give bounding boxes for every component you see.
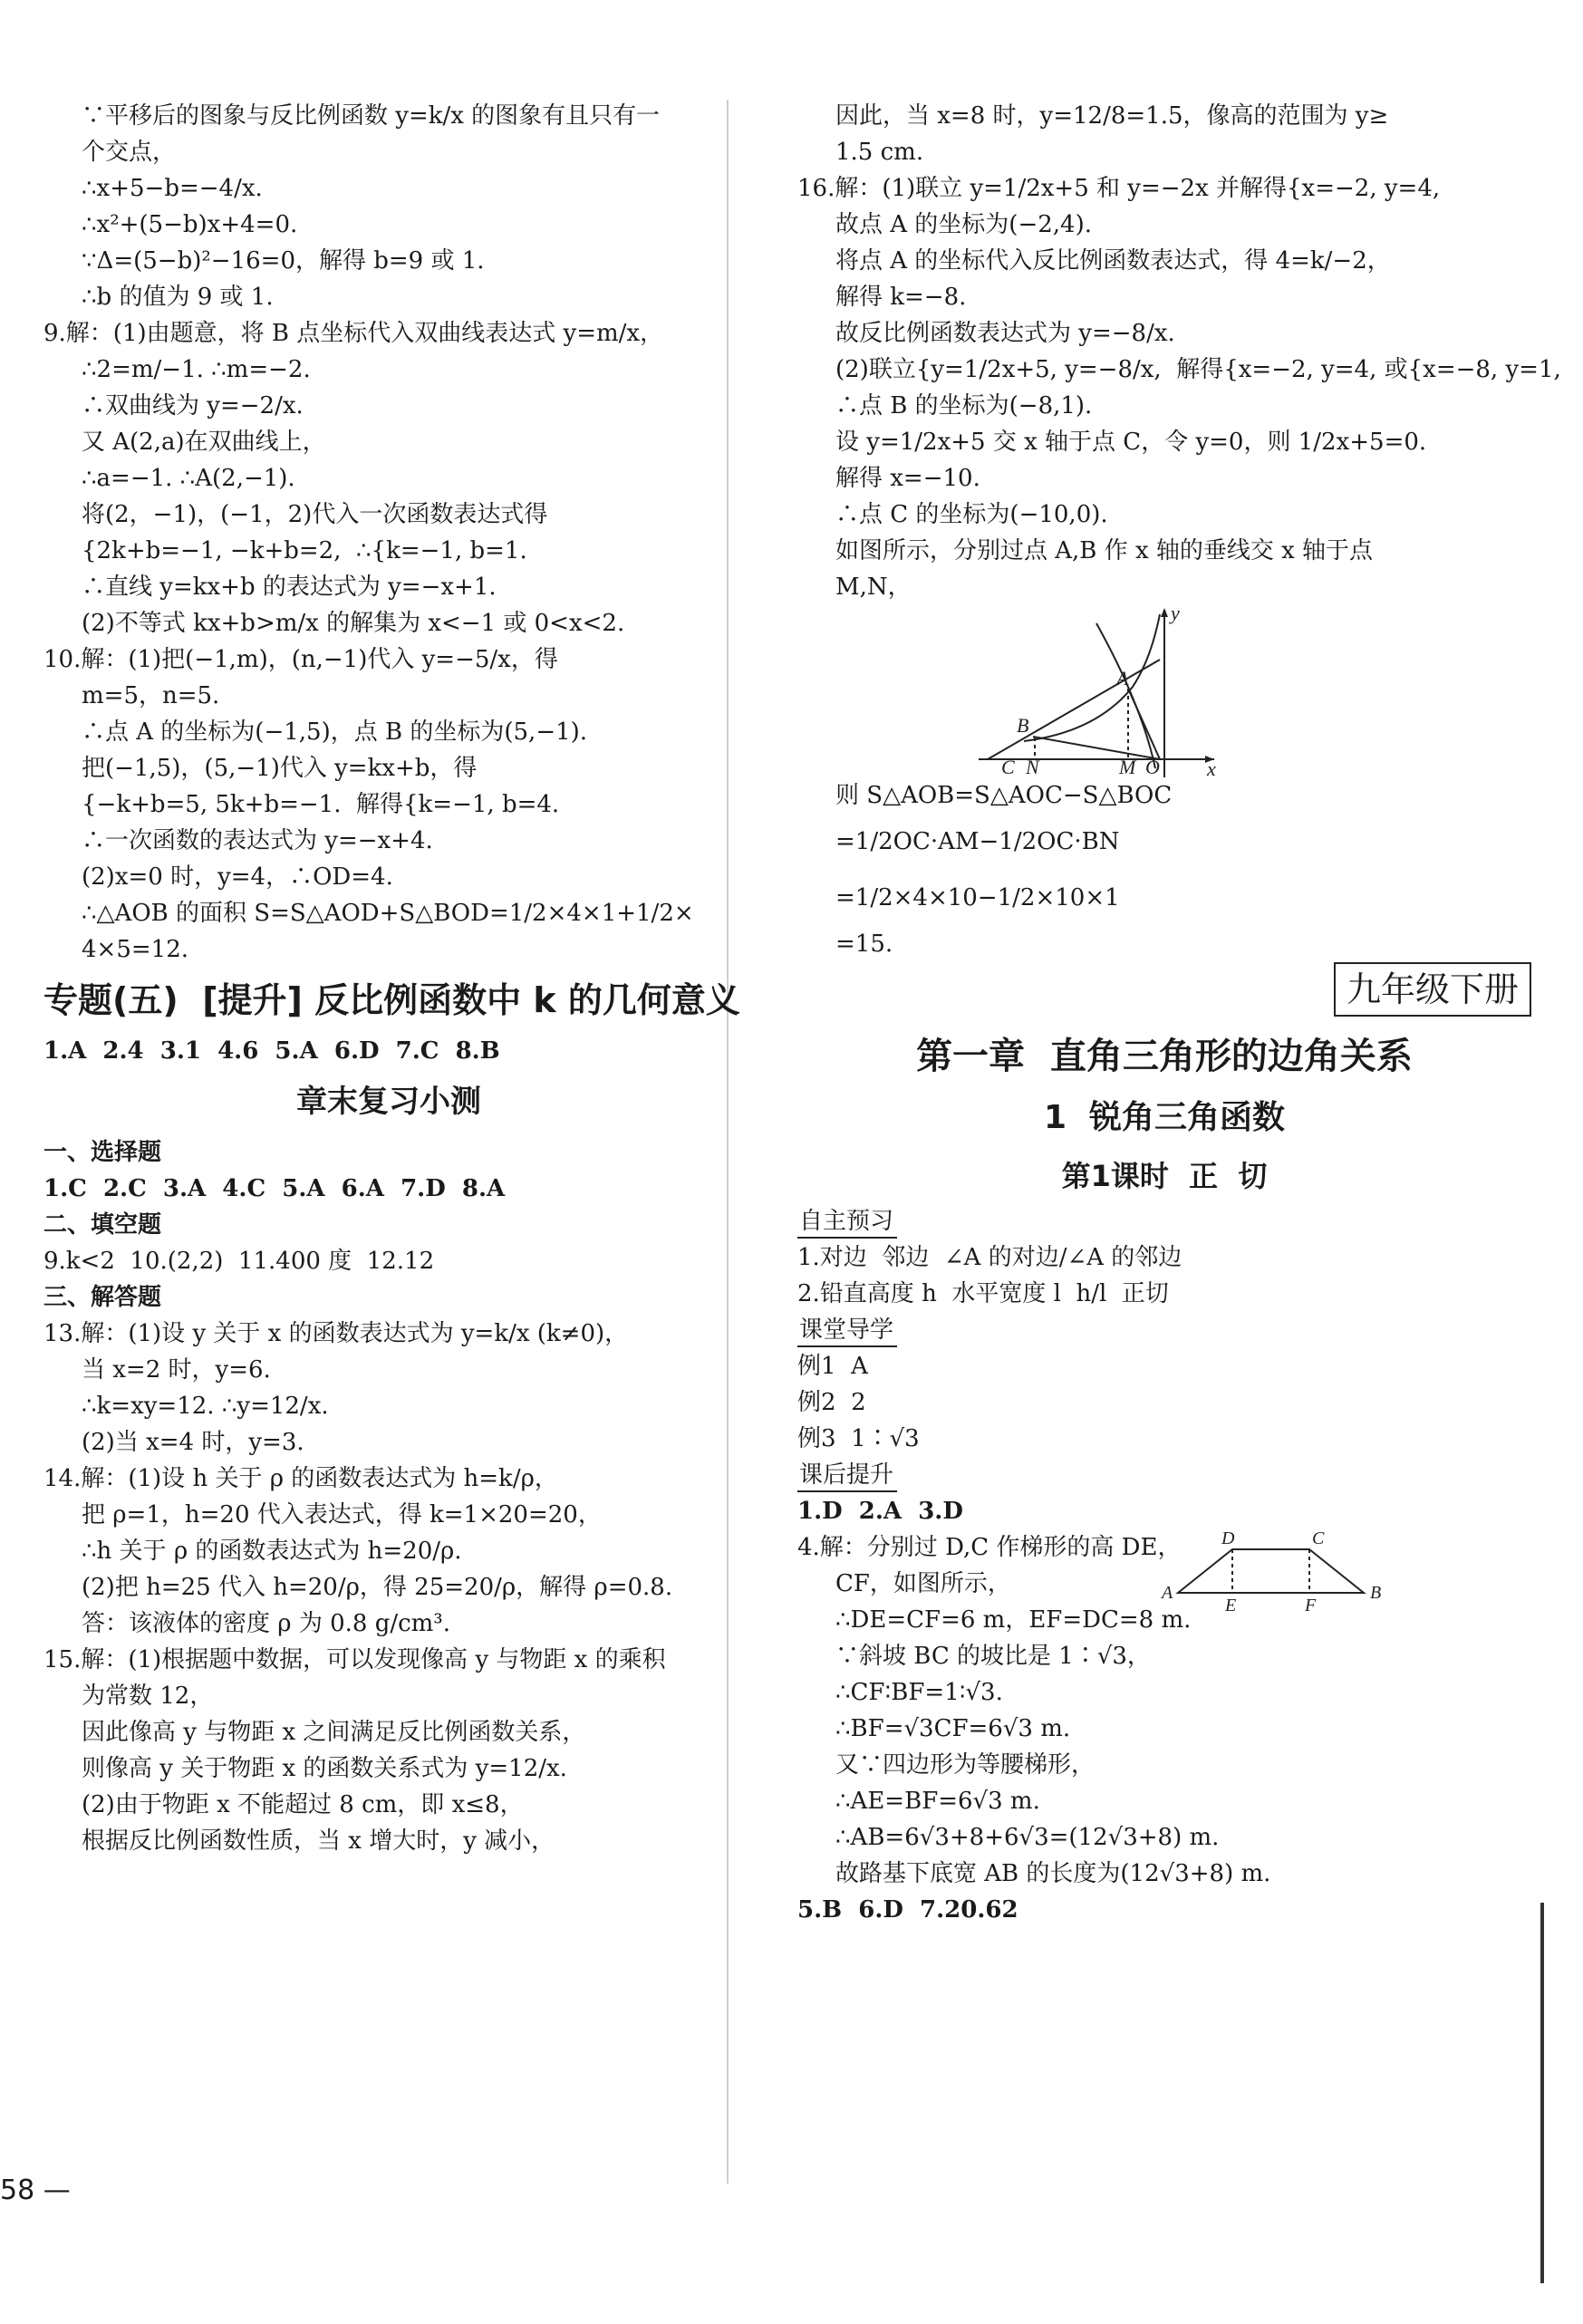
text-line: ∴AE=BF=6√3 m. <box>835 1788 1040 1815</box>
text-line: ∴AB=6√3+8+6√3=(12√3+8) m. <box>835 1824 1220 1851</box>
text-line: 例3 1∶√3 <box>797 1425 920 1452</box>
lesson-title: 1 锐角三角函数 <box>1043 1099 1286 1136</box>
text-line: ∴2=m/−1. ∴m=−2. <box>82 356 311 383</box>
self-study-heading: 自主预习 <box>797 1206 897 1239</box>
text-line: ∵Δ=(5−b)²−16=0，解得 b=9 或 1. <box>82 247 485 275</box>
part1-title: 一、选择题 <box>43 1139 162 1166</box>
calc-line: =1/2OC·AM−1/2OC·BN <box>835 828 1120 855</box>
text-line: ∴双曲线为 y=−2/x. <box>82 392 304 419</box>
text-line: ∴x+5−b=−4/x. <box>82 175 263 202</box>
calc-line: =1/2×4×10−1/2×10×1 <box>835 884 1120 911</box>
label-e: E <box>1225 1596 1237 1611</box>
period-title: 第1课时 正 切 <box>1061 1159 1268 1193</box>
problem4-block <box>797 1529 1531 1928</box>
segment-ob <box>1033 737 1160 759</box>
label-y: y <box>1171 605 1180 624</box>
text-line: 故点 A 的坐标为(−2,4). <box>835 211 1092 238</box>
segment-oa <box>1128 689 1160 759</box>
binding-edge <box>1540 1903 1544 2283</box>
text-line: 当 x=2 时，y=6. <box>82 1356 271 1384</box>
text-line: ∴△AOB 的面积 S=S△AOD+S△BOD=1/2×4×1+1/2× <box>82 900 694 927</box>
label-x: x <box>1207 757 1216 777</box>
text-line: ∴BF=√3CF=6√3 m. <box>835 1715 1071 1742</box>
text-line: 1.对边 邻边 ∠A 的对边/∠A 的邻边 <box>797 1244 1182 1271</box>
text-line: CF，如图所示， <box>835 1570 1011 1597</box>
label-d: D <box>1221 1529 1235 1548</box>
hyperbola-branch <box>1024 614 1160 741</box>
text-line: (2)联立{y=1/2x+5, y=−8/x, 解得{x=−2, y=4, 或{x=−8, y=1, <box>835 356 1561 383</box>
text-line: 9.解：(1)由题意，将 B 点坐标代入双曲线表达式 y=m/x， <box>43 320 664 347</box>
part1-answers: 1.C 2.C 3.A 4.C 5.A 6.A 7.D 8.A <box>43 1175 506 1202</box>
text-line: 2.铅直高度 h 水平宽度 l h/l 正切 <box>797 1280 1169 1307</box>
text-line: ∴点 C 的坐标为(−10,0). <box>835 501 1108 528</box>
y-axis-arrow <box>1161 608 1168 617</box>
text-line: ∴点 A 的坐标为(−1,5)，点 B 的坐标为(5,−1). <box>82 718 588 746</box>
text-line: ∵平移后的图象与反比例函数 y=k/x 的图象有且只有一 <box>82 102 661 130</box>
text-line: 例2 2 <box>797 1389 866 1416</box>
part3-title: 三、解答题 <box>43 1284 162 1311</box>
text-line: ∴点 B 的坐标为(−8,1). <box>835 392 1093 419</box>
text-line: 则像高 y 关于物距 x 的函数关系式为 y=12/x. <box>82 1755 567 1782</box>
text-line: 1.D 2.A 3.D <box>797 1498 963 1525</box>
after-class-heading: 课后提升 <box>797 1460 897 1492</box>
text-line: 个交点， <box>82 139 177 166</box>
text-line: {−k+b=5, 5k+b=−1. 解得{k=−1, b=4. <box>82 791 560 818</box>
text-line: (2)由于物距 x 不能超过 8 cm，即 x≤8， <box>82 1791 524 1818</box>
text-line: 将点 A 的坐标代入反比例函数表达式，得 4=k/−2， <box>835 247 1391 275</box>
text-line: 4×5=12. <box>82 936 189 963</box>
text-line: ∴x²+(5−b)x+4=0. <box>82 211 298 238</box>
label-o: O <box>1145 756 1160 777</box>
text-line: 16.解：(1)联立 y=1/2x+5 和 y=−2x 并解得{x=−2, y=4, <box>797 175 1441 202</box>
text-line: ∴a=−1. ∴A(2,−1). <box>82 465 295 492</box>
text-line: 如图所示，分别过点 A,B 作 x 轴的垂线交 x 轴于点 <box>835 537 1374 564</box>
text-line: 又∵四边形为等腰梯形， <box>835 1751 1096 1779</box>
text-line: 13.解：(1)设 y 关于 x 的函数表达式为 y=k/x (k≠0)， <box>43 1320 629 1347</box>
calc-line: 则 S△AOB=S△AOC−S△BOC <box>835 782 1173 809</box>
label-b: B <box>1370 1583 1382 1603</box>
text-line: 因此像高 y 与物距 x 之间满足反比例函数关系， <box>82 1719 586 1746</box>
text-line: ∴直线 y=kx+b 的表达式为 y=−x+1. <box>82 574 497 601</box>
text-line: ∴DE=CF=6 m，EF=DC=8 m. <box>835 1606 1192 1634</box>
text-line: 将(2，−1)，(−1，2)代入一次函数表达式得 <box>82 501 548 528</box>
part2-answers: 9.k<2 10.(2,2) 11.400 度 12.12 <box>43 1248 435 1275</box>
text-line: ∴b 的值为 9 或 1. <box>82 284 274 311</box>
section-answers: 1.A 2.4 3.1 4.6 5.A 6.D 7.C 8.B <box>43 1037 500 1065</box>
text-line: (2)当 x=4 时，y=3. <box>82 1429 304 1456</box>
text-line: 15.解：(1)根据题中数据，可以发现像高 y 与物距 x 的乘积 <box>43 1646 666 1673</box>
label-a: A <box>1162 1583 1173 1603</box>
calc-line: =15. <box>835 931 893 958</box>
text-line: 14.解：(1)设 h 关于 ρ 的函数表达式为 h=k/ρ， <box>43 1465 558 1492</box>
label-n: N <box>1026 756 1039 777</box>
text-line: 答：该液体的密度 ρ 为 0.8 g/cm³. <box>82 1610 450 1637</box>
hyperbola-line-figure <box>797 605 1531 777</box>
text-line: 因此，当 x=8 时，y=12/8=1.5，像高的范围为 y≥ <box>835 102 1389 130</box>
text-line: 把(−1,5)，(5,−1)代入 y=kx+b，得 <box>82 755 478 782</box>
text-line: ∴一次函数的表达式为 y=−x+4. <box>82 827 433 854</box>
text-line: {2k+b=−1, −k+b=2, ∴{k=−1, b=1. <box>82 537 527 564</box>
grade-label: 九年级下册 <box>1334 962 1531 1017</box>
text-line: (2)不等式 kx+b>m/x 的解集为 x<−1 或 0<x<2. <box>82 610 625 637</box>
class-guide-heading: 课堂导学 <box>797 1315 897 1347</box>
text-line: M,N， <box>835 574 912 601</box>
chapter-title: 第一章 直角三角形的边角关系 <box>916 1036 1413 1077</box>
label-c: C <box>1312 1529 1325 1548</box>
text-line: 1.5 cm. <box>835 139 924 166</box>
text-line: ∵斜坡 BC 的坡比是 1∶√3， <box>835 1643 1151 1670</box>
text-line: ∴k=xy=12. ∴y=12/x. <box>82 1393 329 1420</box>
label-m: M <box>1119 756 1136 777</box>
text-line: 把 ρ=1，h=20 代入表达式，得 k=1×20=20， <box>82 1501 602 1528</box>
right-column <box>797 98 1561 1928</box>
label-a: A <box>1116 667 1129 689</box>
label-f: F <box>1305 1596 1317 1611</box>
text-line: 解得 k=−8. <box>835 284 967 311</box>
text-line: 又 A(2,a)在双曲线上， <box>82 429 326 456</box>
text-line: 设 y=1/2x+5 交 x 轴于点 C，令 y=0，则 1/2x+5=0. <box>835 429 1427 456</box>
grade-label-row <box>797 962 1531 1026</box>
left-column <box>43 98 740 1859</box>
review-title: 章末复习小测 <box>296 1084 481 1120</box>
text-line: 故反比例函数表达式为 y=−8/x. <box>835 320 1175 347</box>
text-line: m=5，n=5. <box>82 682 220 709</box>
text-line: ∴CF∶BF=1∶√3. <box>835 1679 1003 1706</box>
section-title: 专题(五) [提升] 反比例函数中 k 的几何意义 <box>43 980 740 1020</box>
text-line: 5.B 6.D 7.20.62 <box>797 1896 1018 1924</box>
text-line: 为常数 12， <box>82 1683 214 1710</box>
text-line: 4.解：分别过 D,C 作梯形的高 DE， <box>797 1534 1182 1561</box>
text-line: 解得 x=−10. <box>835 465 980 492</box>
text-line: 10.解：(1)把(−1,m)，(n,−1)代入 y=−5/x，得 <box>43 646 558 673</box>
text-line: ∴h 关于 ρ 的函数表达式为 h=20/ρ. <box>82 1538 462 1565</box>
text-line: 根据反比例函数性质，当 x 增大时，y 减小， <box>82 1827 555 1855</box>
label-b: B <box>1017 714 1029 737</box>
text-line: 故路基下底宽 AB 的长度为(12√3+8) m. <box>835 1860 1271 1887</box>
label-c: C <box>1001 756 1015 777</box>
part2-title: 二、填空题 <box>43 1211 162 1239</box>
text-line: 例1 A <box>797 1353 868 1380</box>
text-line: (2)把 h=25 代入 h=20/ρ，得 25=20/ρ，解得 ρ=0.8. <box>82 1574 673 1601</box>
text-line: (2)x=0 时，y=4，∴OD=4. <box>82 863 393 891</box>
page-number: 58 — <box>0 2175 71 2206</box>
